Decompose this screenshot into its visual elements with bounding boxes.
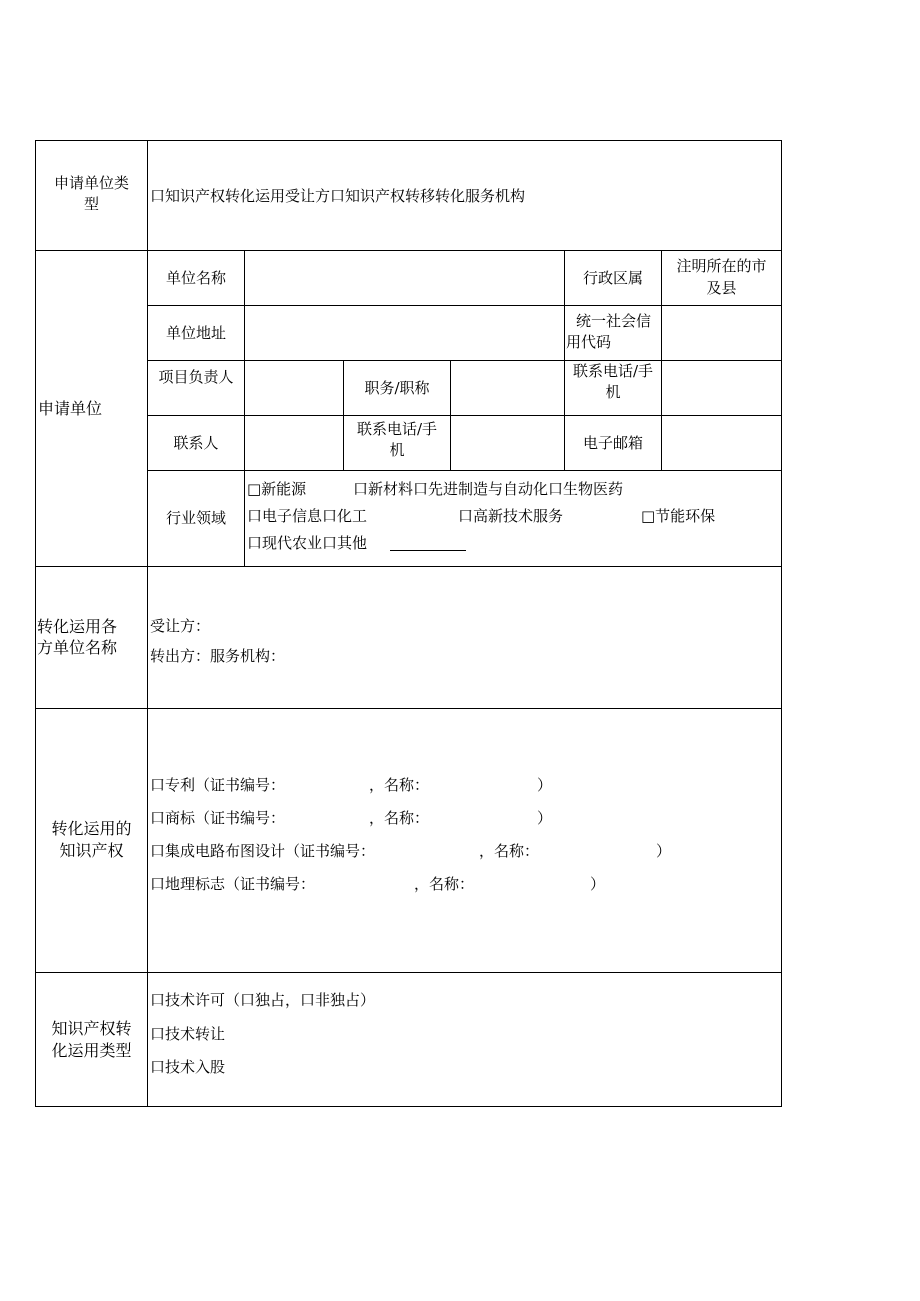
geo-indication-close: ） xyxy=(590,875,606,893)
row-divider xyxy=(35,708,782,709)
other-industry-blank[interactable] xyxy=(390,550,466,551)
label-line: 型 xyxy=(83,195,99,213)
patent-name-label: ，名称： xyxy=(369,776,430,794)
applicant-label: 申请单位 xyxy=(38,399,103,418)
applicant-type-label xyxy=(36,173,147,215)
tech-equity-option[interactable]: 口技术入股 xyxy=(150,1058,226,1076)
contact-label: 联系人 xyxy=(173,434,219,452)
credit-code-label xyxy=(566,311,651,353)
label-line: 知识产权 xyxy=(59,841,124,860)
industry-label: 行业领域 xyxy=(165,509,226,527)
ip-label xyxy=(36,818,147,862)
trademark-option[interactable]: 口商标（证书编号： xyxy=(150,809,286,827)
transfer-type-label xyxy=(36,1018,147,1062)
label-line: 统一社会信 xyxy=(576,312,652,330)
row-divider xyxy=(35,566,782,567)
note-line: 及县 xyxy=(706,279,737,297)
label-line: 转化运用各 xyxy=(37,617,118,636)
label-line: 方单位名称 xyxy=(37,638,118,657)
label-line: 机 xyxy=(605,383,621,401)
ic-layout-option[interactable]: 口集成电路布图设计（证书编号： xyxy=(150,842,376,860)
label-line: 转化运用的 xyxy=(51,819,132,838)
note-line: 注明所在的市 xyxy=(676,257,767,275)
applicant-type-options[interactable]: 口知识产权转化运用受让方口知识产权转移转化服务机构 xyxy=(150,187,526,205)
row-divider xyxy=(147,415,782,416)
admin-region-note xyxy=(662,255,781,299)
transferor-field[interactable]: 转出方：服务机构： xyxy=(150,647,286,665)
tech-transfer-option[interactable]: 口技术转让 xyxy=(150,1025,226,1043)
transferee-field[interactable]: 受让方： xyxy=(150,617,211,635)
row-divider xyxy=(35,972,782,973)
contact-phone-label xyxy=(344,419,450,461)
leader-phone-label xyxy=(565,361,661,403)
ic-layout-name-label: ，名称： xyxy=(479,842,540,860)
parties-label xyxy=(37,616,117,658)
row-divider xyxy=(147,360,782,361)
email-label: 电子邮箱 xyxy=(582,434,643,452)
table-border-left xyxy=(35,140,36,1107)
industry-option-energy-saving[interactable]: □节能环保 xyxy=(641,507,716,525)
unit-address-label: 单位地址 xyxy=(165,324,226,342)
position-title-label: 职务/职称 xyxy=(364,379,430,397)
industry-option-group[interactable]: 口现代农业口其他 xyxy=(247,534,368,552)
ic-layout-close: ） xyxy=(656,842,672,860)
unit-name-label: 单位名称 xyxy=(165,269,226,287)
patent-option[interactable]: 口专利（证书编号： xyxy=(150,776,286,794)
table-border-right xyxy=(781,140,782,1107)
trademark-name-label: ，名称： xyxy=(369,809,430,827)
label-line: 联系电话/手 xyxy=(356,420,438,438)
label-line: 知识产权转 xyxy=(51,1019,132,1038)
industry-option-group[interactable]: 口电子信息口化工 xyxy=(247,507,368,525)
geo-indication-name-label: ，名称： xyxy=(414,875,475,893)
row-divider xyxy=(147,305,782,306)
row-divider xyxy=(147,470,782,471)
label-line: 化运用类型 xyxy=(51,1041,132,1060)
col-divider xyxy=(450,360,451,470)
industry-option-new-energy[interactable]: □新能源 xyxy=(247,480,307,498)
trademark-close: ） xyxy=(537,809,553,827)
col-divider xyxy=(244,250,245,566)
row-divider xyxy=(35,250,782,251)
label-line: 申请单位类 xyxy=(53,174,129,192)
admin-region-label: 行政区属 xyxy=(582,269,643,287)
patent-close: ） xyxy=(537,776,553,794)
project-leader-label: 项目负责人 xyxy=(158,368,234,386)
industry-option-group[interactable]: 口新材料口先进制造与自动化口生物医药 xyxy=(353,480,624,498)
tech-license-option[interactable]: 口技术许可（口独占，口非独占） xyxy=(150,991,376,1009)
geo-indication-option[interactable]: 口地理标志（证书编号： xyxy=(150,875,316,893)
label-line: 机 xyxy=(389,441,405,459)
industry-option-high-tech[interactable]: 口高新技术服务 xyxy=(458,507,564,525)
label-line: 用代码 xyxy=(566,333,612,351)
label-line: 联系电话/手 xyxy=(572,362,654,380)
